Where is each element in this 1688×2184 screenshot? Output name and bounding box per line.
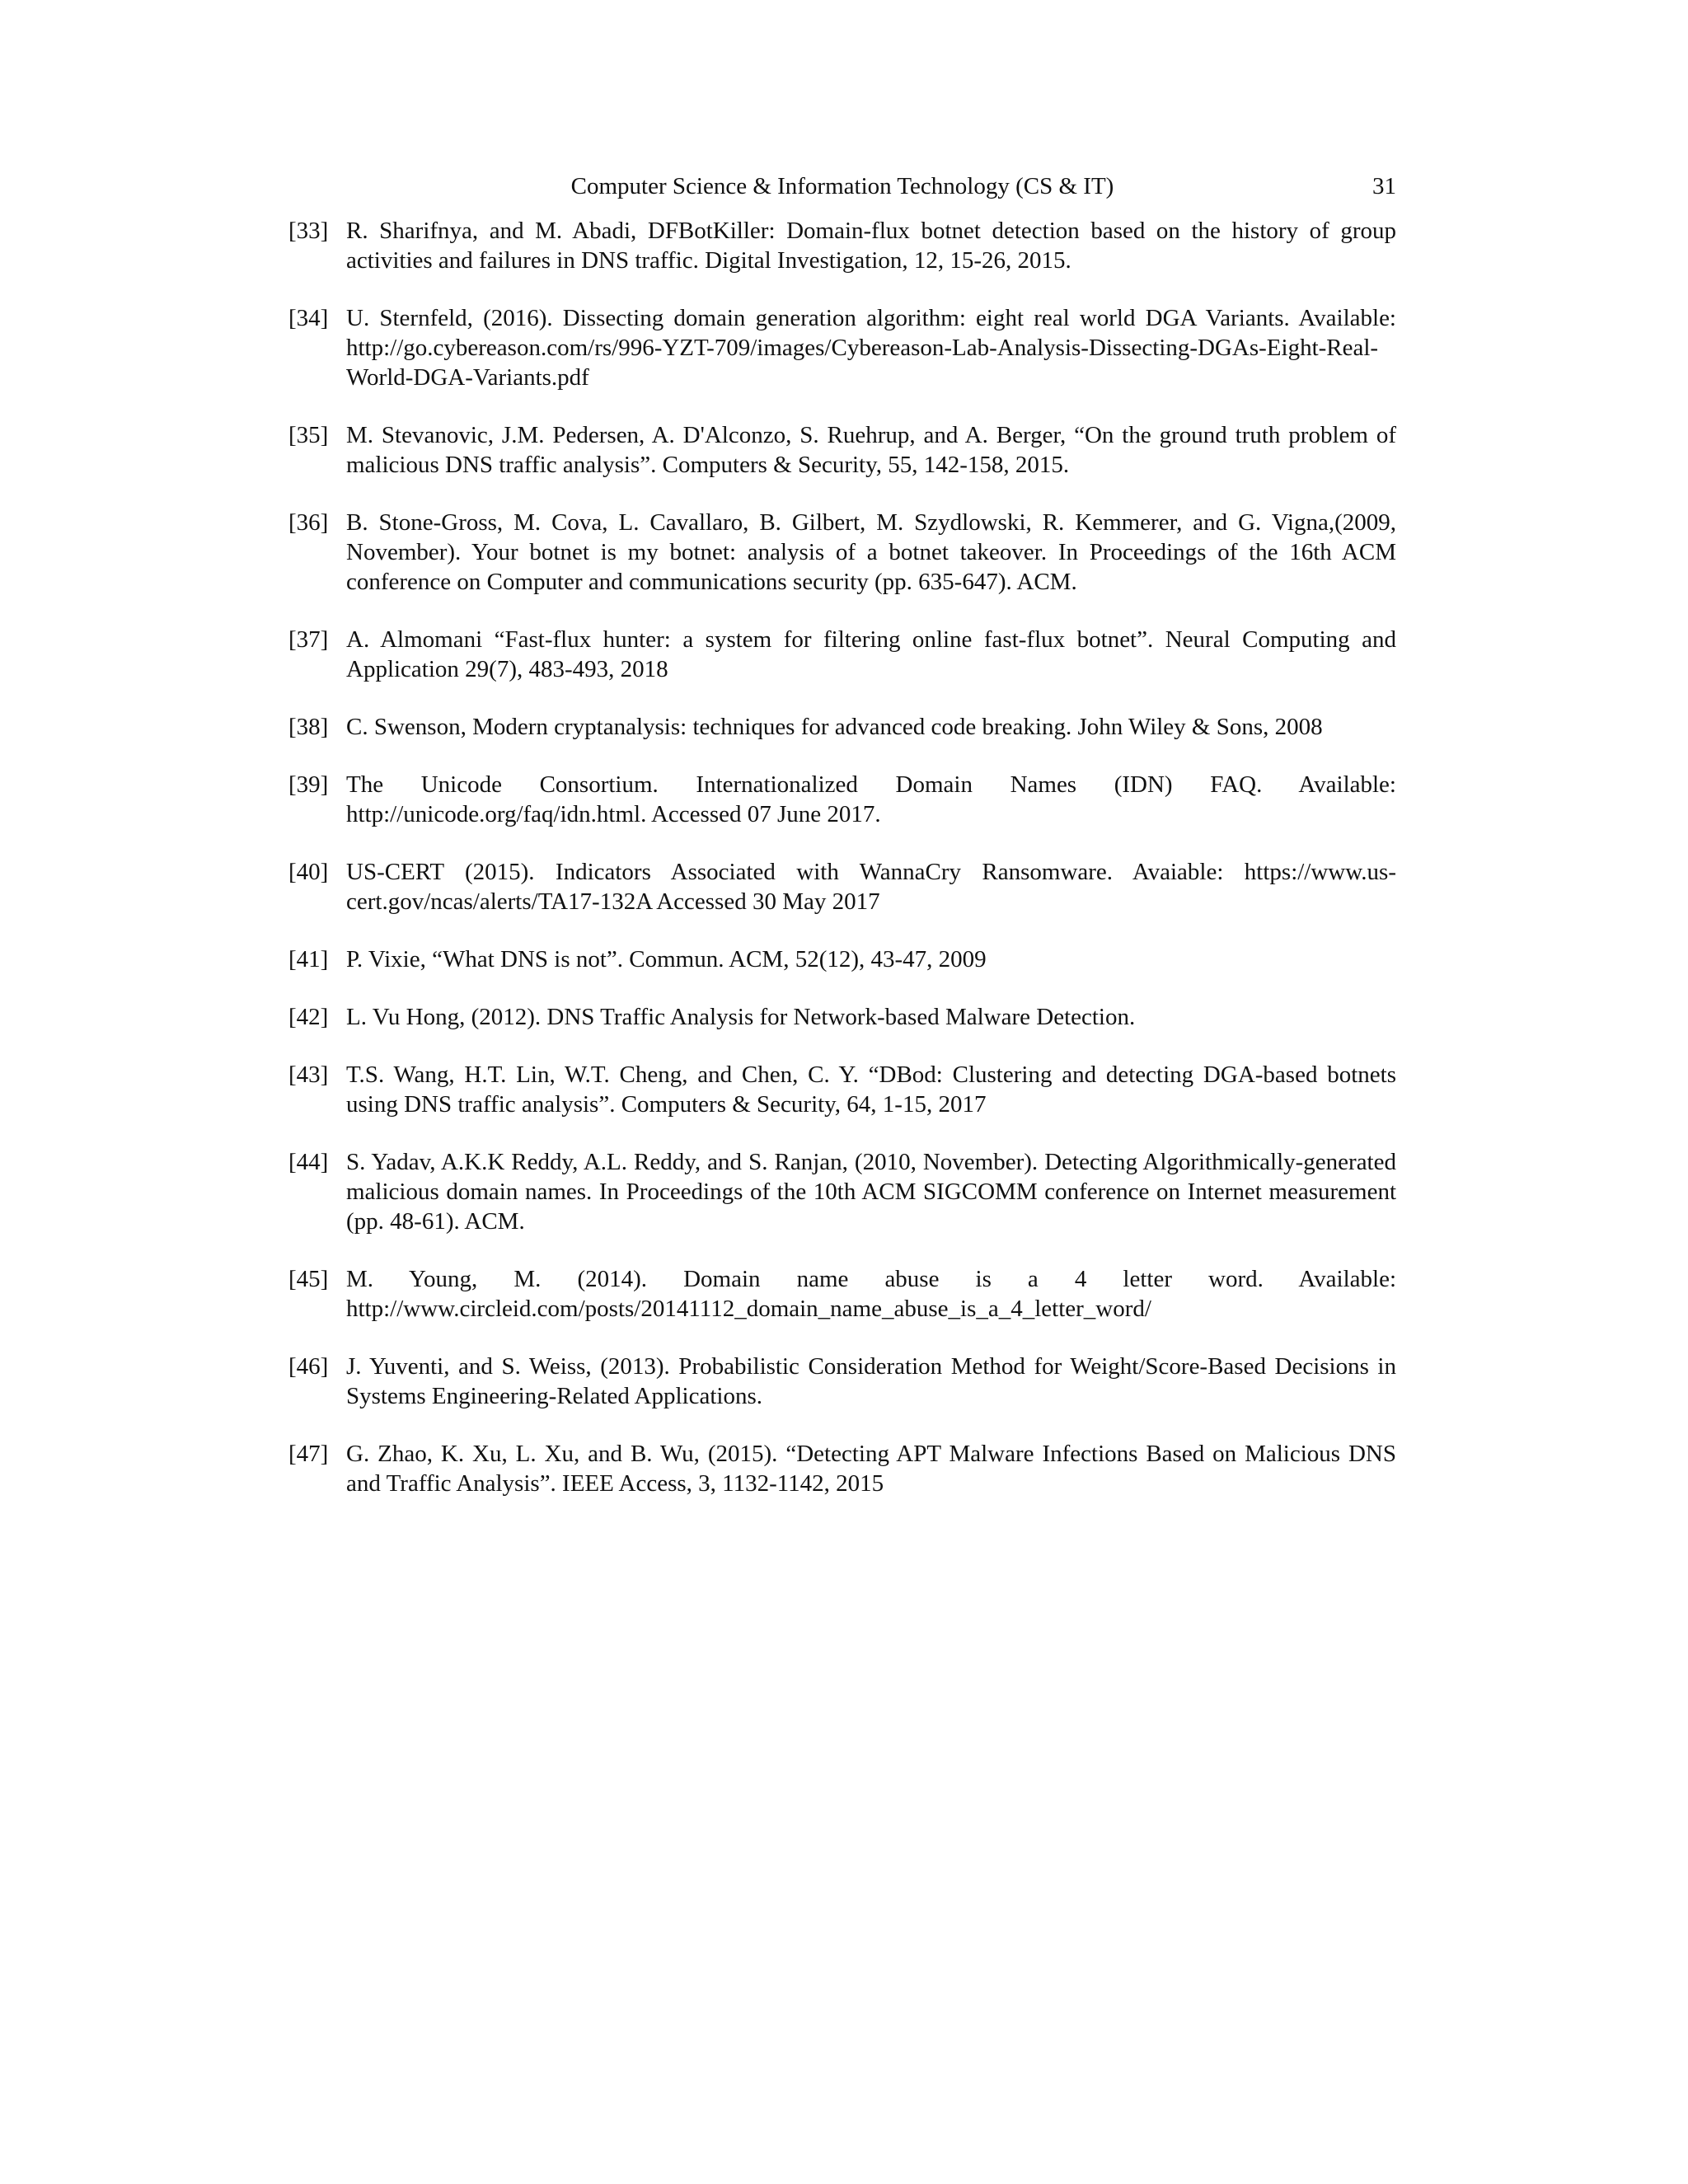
reference-text: M. Young, M. (2014). Domain name abuse is a 4 letter word. Available: http://www.circleid.com/posts/20141112_domain_name_abuse_is_a_4_letter_word/	[346, 1266, 1396, 1322]
reference-text: C. Swenson, Modern cryptanalysis: techniques for advanced code breaking. John Wiley & Sons, 2008	[346, 714, 1323, 740]
reference-number: [42]	[288, 1004, 329, 1030]
running-header	[288, 170, 1396, 203]
reference-item	[288, 944, 1396, 974]
reference-item	[288, 303, 1396, 392]
reference-item	[288, 1060, 1396, 1119]
reference-number: [47]	[288, 1441, 329, 1467]
reference-list	[288, 216, 1396, 1526]
reference-number: [38]	[288, 714, 329, 740]
reference-text: L. Vu Hong, (2012). DNS Traffic Analysis for Network-based Malware Detection.	[346, 1004, 1136, 1030]
reference-number: [35]	[288, 422, 329, 448]
reference-item	[288, 1264, 1396, 1324]
reference-item	[288, 1439, 1396, 1498]
reference-text: US-CERT (2015). Indicators Associated with WannaCry Ransomware. Avaiable: https://www.us-cert.gov/ncas/alerts/TA17-132A Accessed 30 May 2017	[346, 859, 1396, 915]
reference-item	[288, 1352, 1396, 1411]
reference-number: [37]	[288, 626, 329, 653]
reference-text: U. Sternfeld, (2016). Dissecting domain generation algorithm: eight real world DGA Variants. Available: http://go.cybereason.com/rs/996-YZT-709/images/Cybereason-Lab-Analysis-Dissecting-DGAs-Eight-Real-World-DGA-Variants.pdf	[346, 305, 1396, 391]
reference-text: P. Vixie, “What DNS is not”. Commun. ACM, 52(12), 43-47, 2009	[346, 946, 987, 972]
reference-item	[288, 857, 1396, 916]
reference-number: [39]	[288, 771, 329, 798]
reference-number: [33]	[288, 218, 329, 244]
reference-item	[288, 625, 1396, 684]
reference-item	[288, 508, 1396, 597]
reference-text: S. Yadav, A.K.K Reddy, A.L. Reddy, and S. Ranjan, (2010, November). Detecting Algorithmically-generated malicious domain names. In Proceedings of the 10th ACM SIGCOMM conference on Internet measurement (pp. 48-61). ACM.	[346, 1149, 1396, 1235]
reference-text: The Unicode Consortium. Internationalized Domain Names (IDN) FAQ. Available: http://unicode.org/faq/idn.html. Accessed 07 June 2017.	[346, 771, 1396, 827]
reference-number: [45]	[288, 1266, 329, 1292]
reference-number: [44]	[288, 1149, 329, 1175]
reference-item	[288, 1147, 1396, 1236]
reference-number: [43]	[288, 1062, 329, 1088]
reference-text: R. Sharifnya, and M. Abadi, DFBotKiller: Domain-flux botnet detection based on the history of group activities and failures in DNS traffic. Digital Investigation, 12, 15-26, 2015.	[346, 218, 1396, 274]
reference-text: A. Almomani “Fast-flux hunter: a system for filtering online fast-flux botnet”. Neural Computing and Application 29(7), 483-493, 2018	[346, 626, 1396, 682]
reference-text: M. Stevanovic, J.M. Pedersen, A. D'Alconzo, S. Ruehrup, and A. Berger, “On the ground truth problem of malicious DNS traffic analysis”. Computers & Security, 55, 142-158, 2015.	[346, 422, 1396, 478]
reference-item	[288, 1002, 1396, 1032]
reference-number: [34]	[288, 305, 329, 331]
reference-item	[288, 770, 1396, 829]
reference-number: [41]	[288, 946, 329, 972]
reference-item	[288, 420, 1396, 480]
reference-text: T.S. Wang, H.T. Lin, W.T. Cheng, and Chen, C. Y. “DBod: Clustering and detecting DGA-based botnets using DNS traffic analysis”. Computers & Security, 64, 1-15, 2017	[346, 1062, 1396, 1118]
reference-text: J. Yuventi, and S. Weiss, (2013). Probabilistic Consideration Method for Weight/Score-Based Decisions in Systems Engineering-Related Applications.	[346, 1353, 1396, 1409]
reference-number: [40]	[288, 859, 329, 885]
journal-title: Computer Science & Information Technology (CS & IT)	[570, 173, 1114, 199]
page-number: 31	[1372, 173, 1396, 199]
reference-item	[288, 216, 1396, 275]
reference-text: B. Stone-Gross, M. Cova, L. Cavallaro, B. Gilbert, M. Szydlowski, R. Kemmerer, and G. Vigna,(2009, November). Your botnet is my botnet: analysis of a botnet takeover. In Proceedings of the 16th ACM conference on Computer and communications security (pp. 635-647). ACM.	[346, 509, 1396, 595]
reference-number: [36]	[288, 509, 329, 536]
reference-item	[288, 712, 1396, 742]
reference-number: [46]	[288, 1353, 329, 1380]
reference-text: G. Zhao, K. Xu, L. Xu, and B. Wu, (2015). “Detecting APT Malware Infections Based on Malicious DNS and Traffic Analysis”. IEEE Access, 3, 1132-1142, 2015	[346, 1441, 1396, 1497]
